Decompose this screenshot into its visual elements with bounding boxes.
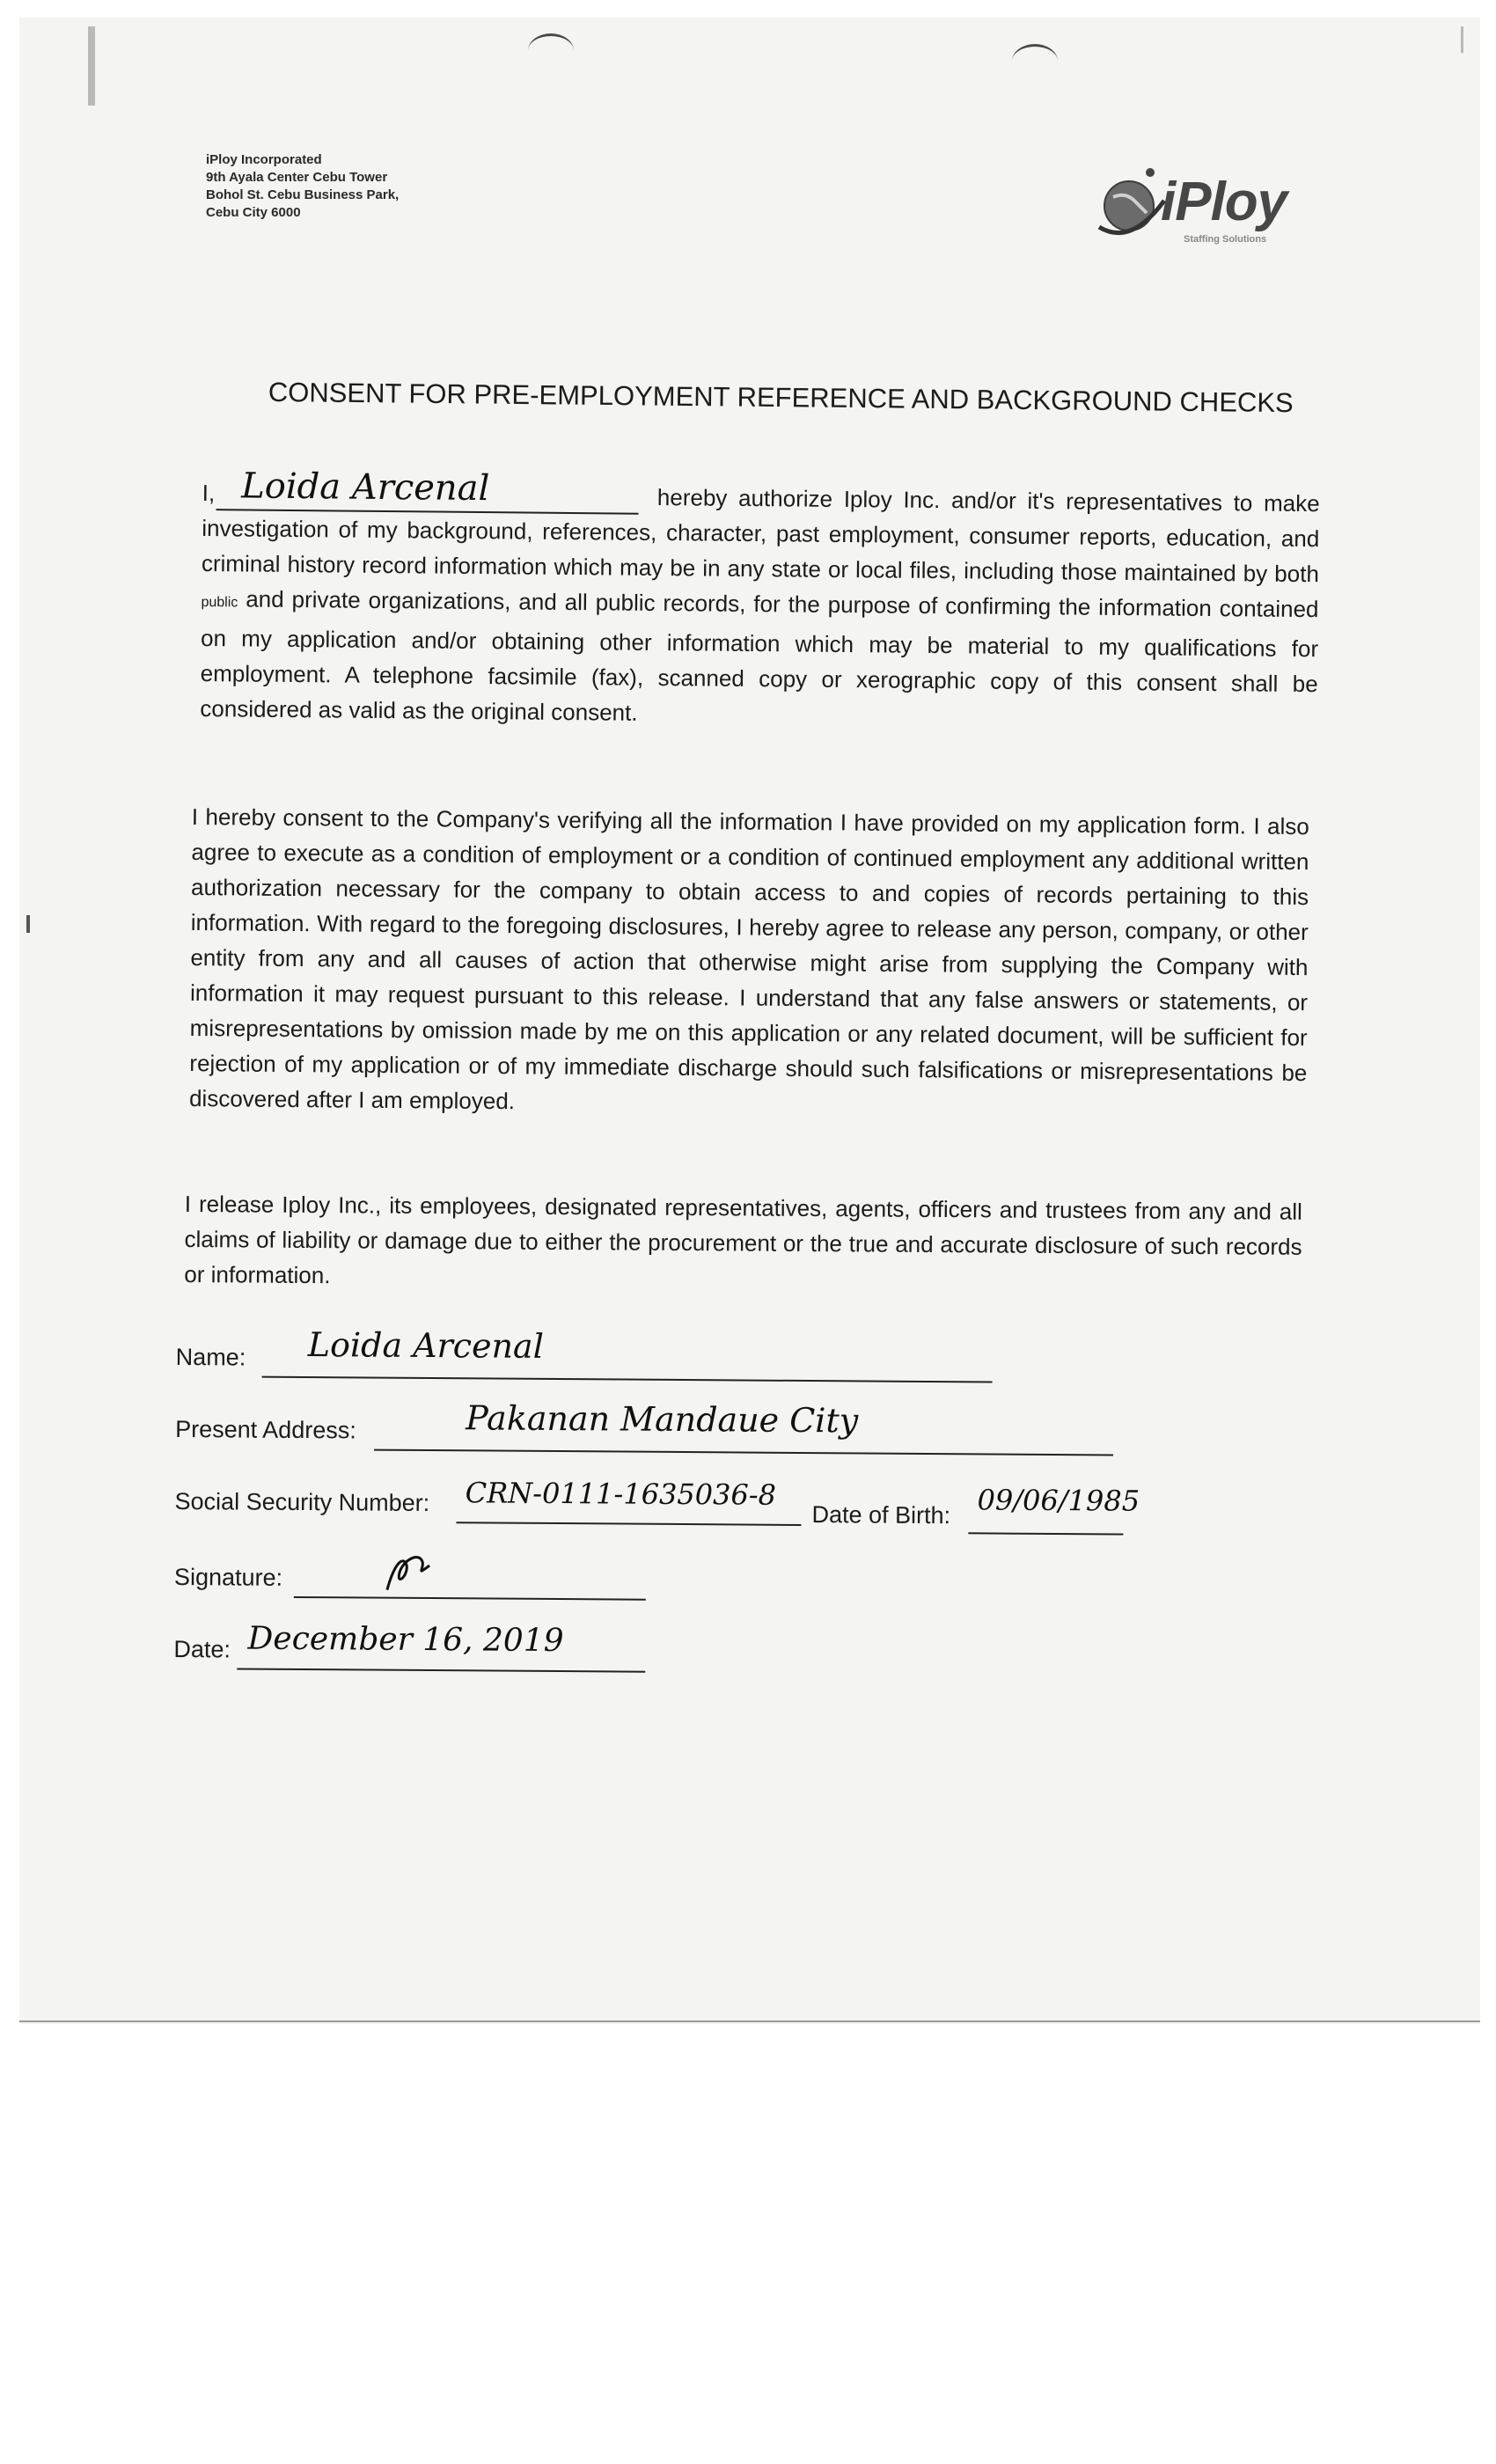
scan-speck — [1461, 26, 1463, 53]
date-label: Date: — [173, 1635, 231, 1663]
date-field — [173, 1617, 649, 1673]
company-address — [206, 151, 399, 222]
date-value: December 16, 2019 — [247, 1620, 564, 1660]
name-line — [262, 1376, 993, 1383]
ssn-dob-field — [174, 1469, 1230, 1529]
dob-label: Date of Birth: — [811, 1501, 951, 1529]
dob-value: 09/06/1985 — [977, 1483, 1140, 1518]
address-line: iPloy Incorporated — [206, 152, 322, 167]
small-word-public: public — [201, 594, 238, 611]
logo-wordmark: iPloy — [1161, 172, 1287, 232]
scan-speck — [26, 915, 30, 933]
logo-tagline: Staffing Solutions — [1184, 234, 1267, 245]
name-blank — [216, 466, 639, 515]
address-label: Present Address: — [175, 1415, 356, 1444]
signature-label: Signature: — [173, 1563, 283, 1591]
company-logo — [1096, 165, 1333, 250]
punch-hole-right — [1012, 44, 1058, 78]
address-line: Cebu City 6000 — [206, 205, 301, 220]
address-value: Pakanan Mandaue City — [466, 1398, 859, 1441]
consent-paragraph: I hereby consent to the Company's verifying all the information I have provided on my application form. I also agree to execute as a condition of employment or a condition of continued employment any additional written authorization necessary for the company to obtain access to and copies of records pertaining to this information. With regard to the foregoing disclosures, I hereby agree to release any person, company, or other entity from any and all causes of action that otherwise might arise from supplying the Company with information it may request pursuant to this release. I understand that any false answers or statements, or misrepresentations by omission made by me on this application or any related document, will be sufficient for rejection of my application or of my immediate discharge should such falsifications or misrepresentations be discovered after I am employed. — [188, 803, 1309, 1115]
punch-hole-left — [528, 33, 574, 68]
date-line — [237, 1668, 645, 1672]
name-field — [176, 1324, 994, 1382]
ssn-label: Social Security Number: — [174, 1487, 430, 1517]
name-value: Loida Arcenal — [307, 1325, 544, 1366]
dob-line — [968, 1532, 1123, 1535]
address-line: Bohol St. Cebu Business Park, — [206, 187, 400, 202]
authorization-text: hereby authorize Iploy Inc. and/or it's representatives to make investigation of my background, references, character, past employment, consumer reports, education, and criminal history record information which may be in any state or local files, including those maintained by both — [201, 483, 1320, 588]
address-field — [175, 1397, 1117, 1456]
signature-scribble — [377, 1546, 447, 1600]
signature-field — [174, 1544, 649, 1601]
document-title: CONSENT FOR PRE-EMPLOYMENT REFERENCE AND BACKGROUND CHECKS — [268, 377, 1294, 419]
address-line — [374, 1449, 1113, 1456]
address-line: 9th Ayala Center Cebu Tower — [206, 170, 388, 185]
applicant-form — [173, 1324, 1232, 1683]
scan-speck — [88, 26, 95, 106]
scan-edge-line — [19, 2020, 1480, 2022]
release-paragraph: I release Iploy Inc., its employees, designated representatives, agents, officers and trustees from any and all claims of liability or damage due to either the procurement or the true and accurate disclosure of such records or information. — [184, 1190, 1302, 1289]
globe-swoosh-icon — [1096, 165, 1166, 245]
authorization-paragraph — [200, 466, 1320, 737]
ssn-value: CRN-0111-1635036-8 — [465, 1476, 777, 1512]
name-label: Name: — [175, 1343, 246, 1371]
ssn-line — [456, 1522, 801, 1526]
authorization-text-cont: and private organizations, and all public records, for the purpose of confirming the information contained on my application and/or obtaining other information which may be material to my qualifications for employment. A telephone facsimile (fax), scanned copy or xerographic copy of this consent shall be considered as valid as the original consent. — [200, 585, 1319, 726]
handwritten-name: Loida Arcenal — [241, 466, 490, 510]
signature-line — [294, 1596, 646, 1601]
prefix-i: I, — [202, 479, 216, 507]
